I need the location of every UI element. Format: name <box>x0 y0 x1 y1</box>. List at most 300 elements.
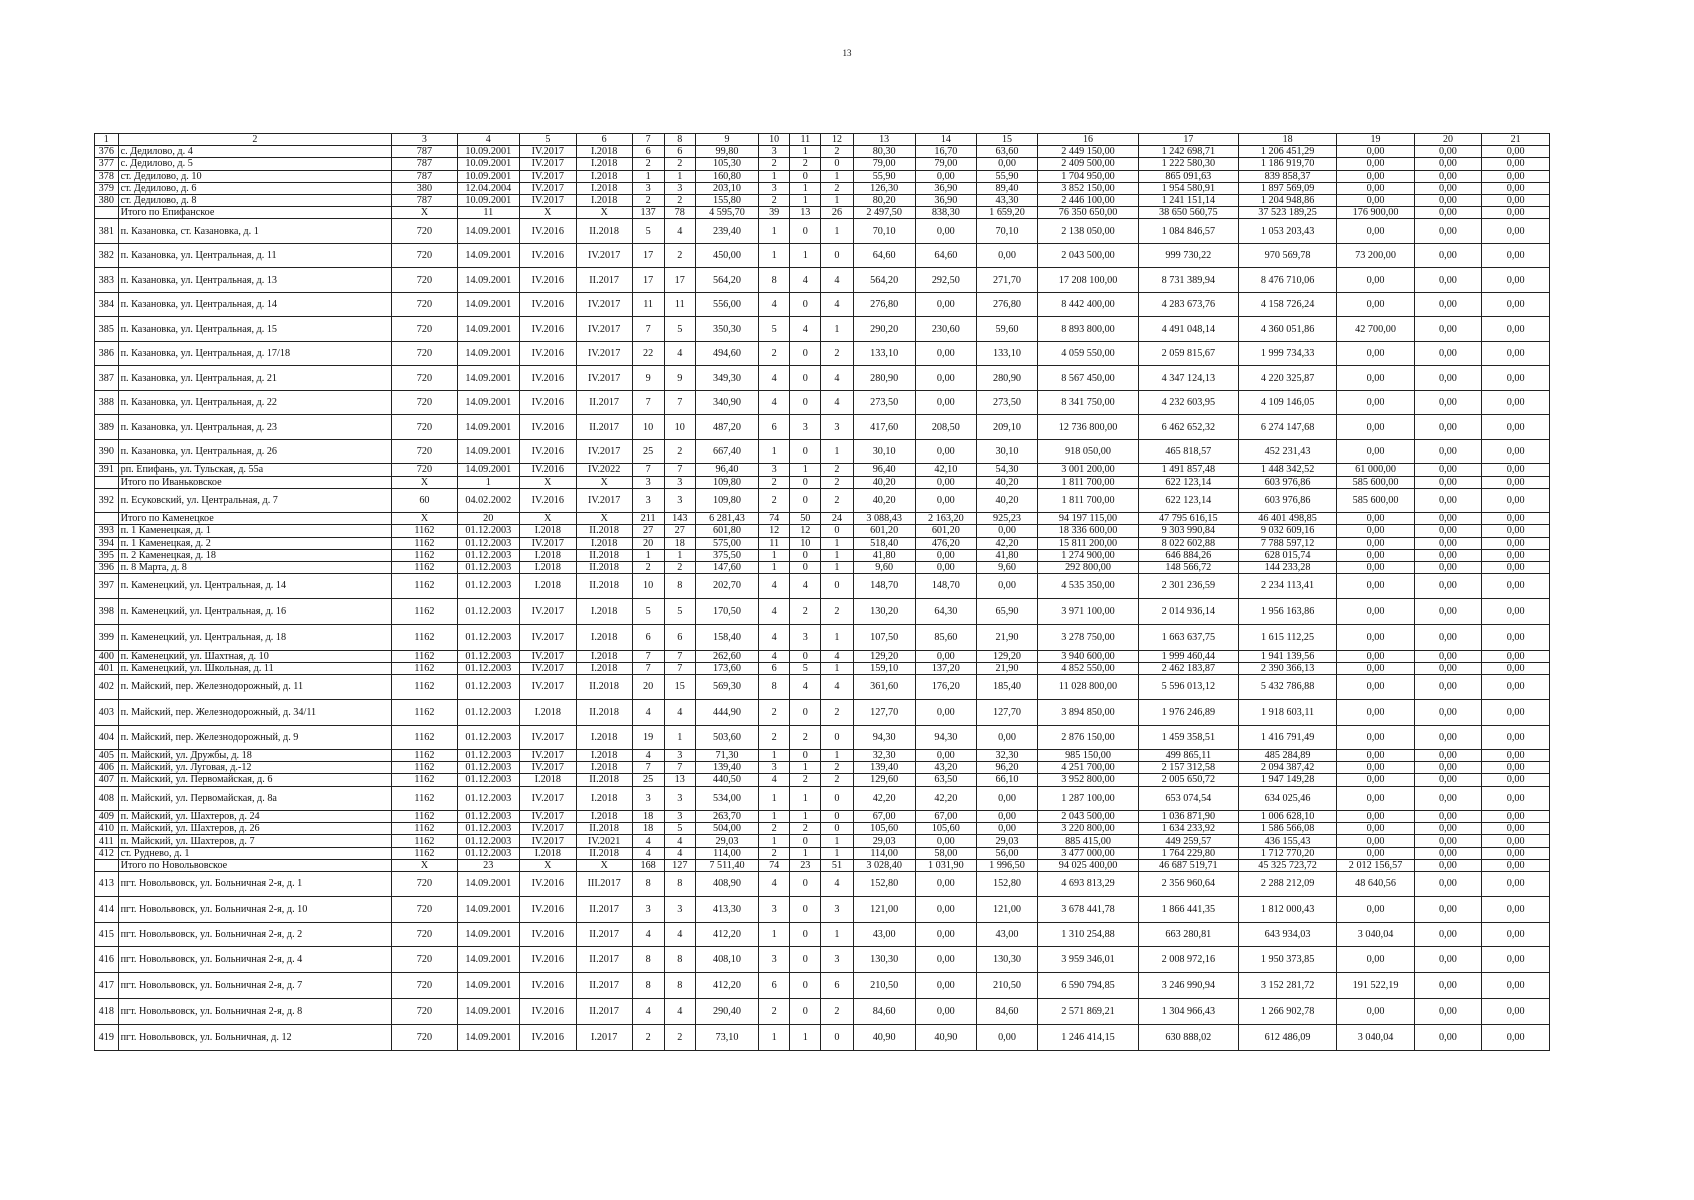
table-cell: 107,50 <box>853 624 915 650</box>
table-cell: 0,00 <box>915 561 976 573</box>
table-cell: 0,00 <box>1414 835 1482 847</box>
table-cell: 76 350 650,00 <box>1038 207 1139 219</box>
table-cell: 985 150,00 <box>1038 750 1139 762</box>
table-cell: 127,70 <box>976 699 1037 725</box>
table-cell: 17 <box>632 268 664 293</box>
table-cell: 0 <box>821 811 853 823</box>
table-cell: 601,20 <box>915 525 976 537</box>
table-cell: 4 <box>821 366 853 391</box>
table-cell: 487,20 <box>695 415 758 440</box>
table-cell: 720 <box>392 366 457 391</box>
table-cell: 720 <box>392 439 457 464</box>
table-cell: 0,00 <box>1414 549 1482 561</box>
table-cell: 397 <box>95 574 119 599</box>
table-cell: 0,00 <box>915 476 976 488</box>
table-cell: 4 <box>632 999 664 1025</box>
table-cell: 8 <box>759 268 790 293</box>
table-cell: 1 <box>790 182 821 194</box>
table-cell: 2 571 869,21 <box>1038 999 1139 1025</box>
table-cell: 0,00 <box>1414 219 1482 244</box>
table-cell: 4 <box>790 317 821 342</box>
table-cell: 105,60 <box>853 823 915 835</box>
table-cell: 0,00 <box>1414 650 1482 662</box>
table-cell: 11 <box>759 537 790 549</box>
table-cell: 411 <box>95 835 119 847</box>
table-cell: 503,60 <box>695 725 758 750</box>
subtotal-row <box>95 859 1550 871</box>
table-cell: IV.2022 <box>576 464 632 476</box>
table-cell: 720 <box>392 268 457 293</box>
table-cell: 0,00 <box>1337 561 1414 573</box>
table-cell: 5 <box>664 823 695 835</box>
table-cell: 375,50 <box>695 549 758 561</box>
table-cell: 1 <box>759 750 790 762</box>
table-cell: 0,00 <box>1337 525 1414 537</box>
table-cell: 3 040,04 <box>1337 922 1414 947</box>
table-cell: 0,00 <box>976 786 1037 811</box>
table-cell: X <box>519 513 576 525</box>
table-cell: 0,00 <box>915 341 976 366</box>
table-row <box>95 219 1550 244</box>
column-number-header <box>95 134 1550 146</box>
table-cell: 4 <box>632 847 664 859</box>
table-cell: 0,00 <box>1337 774 1414 786</box>
table-cell: 04.02.2002 <box>457 488 519 513</box>
table-cell: X <box>576 859 632 871</box>
column-header-3: 3 <box>392 134 457 146</box>
table-cell: 0,00 <box>915 999 976 1025</box>
table-cell: 56,00 <box>976 847 1037 859</box>
table-cell: I.2018 <box>576 662 632 674</box>
address-cell: пгт. Новольвовск, ул. Больничная 2-я, д. 4 <box>118 947 392 973</box>
table-cell: 1 304 966,43 <box>1138 999 1238 1025</box>
table-cell: 585 600,00 <box>1337 476 1414 488</box>
table-cell: II.2018 <box>576 699 632 725</box>
table-cell: 1 <box>790 464 821 476</box>
table-row <box>95 464 1550 476</box>
table-cell: IV.2017 <box>576 292 632 317</box>
table-cell: 2 <box>664 158 695 170</box>
table-cell: 0 <box>790 999 821 1025</box>
table-cell: IV.2017 <box>576 366 632 391</box>
table-cell: 0,00 <box>1482 859 1550 871</box>
table-cell: 61 000,00 <box>1337 464 1414 476</box>
register-table <box>94 133 1550 1051</box>
table-cell: 2 <box>821 762 853 774</box>
table-cell: 0 <box>821 525 853 537</box>
table-cell: 1 448 342,52 <box>1238 464 1337 476</box>
table-cell: 1 <box>821 219 853 244</box>
table-cell: 29,03 <box>976 835 1037 847</box>
table-cell: 839 858,37 <box>1238 170 1337 182</box>
table-cell: 0,00 <box>1482 243 1550 268</box>
table-cell: 0,00 <box>915 366 976 391</box>
table-cell: 393 <box>95 525 119 537</box>
table-cell: 0 <box>821 823 853 835</box>
table-cell: 1 <box>821 439 853 464</box>
address-cell: п. Майский, ул. Первомайская, д. 6 <box>118 774 392 786</box>
table-cell: 1 222 580,30 <box>1138 158 1238 170</box>
table-cell: 0,00 <box>1414 811 1482 823</box>
table-cell: 0,00 <box>1337 699 1414 725</box>
table-cell: 408,10 <box>695 947 758 973</box>
table-cell: IV.2016 <box>519 973 576 999</box>
table-cell: 2 014 936,14 <box>1138 598 1238 624</box>
table-cell: 0 <box>790 561 821 573</box>
table-cell <box>95 207 119 219</box>
table-row <box>95 811 1550 823</box>
table-cell: 129,60 <box>853 774 915 786</box>
table-cell: 630 888,02 <box>1138 1025 1238 1051</box>
table-cell: 40,90 <box>853 1025 915 1051</box>
table-cell: II.2017 <box>576 896 632 922</box>
column-header-12: 12 <box>821 134 853 146</box>
table-cell: 1 866 441,35 <box>1138 896 1238 922</box>
table-cell: 0,00 <box>1482 525 1550 537</box>
table-cell: 12 736 800,00 <box>1038 415 1139 440</box>
table-cell: 381 <box>95 219 119 244</box>
table-cell: 2 005 650,72 <box>1138 774 1238 786</box>
table-row <box>95 973 1550 999</box>
table-cell: 399 <box>95 624 119 650</box>
table-row <box>95 341 1550 366</box>
table-cell: 4 232 603,95 <box>1138 390 1238 415</box>
table-cell: 01.12.2003 <box>457 549 519 561</box>
table-cell: 40,20 <box>976 488 1037 513</box>
table-cell: 14.09.2001 <box>457 415 519 440</box>
table-cell: 3 <box>664 488 695 513</box>
table-cell: X <box>576 207 632 219</box>
table-cell: 78 <box>664 207 695 219</box>
table-cell: 96,40 <box>695 464 758 476</box>
table-cell: 720 <box>392 243 457 268</box>
table-cell: 3 <box>759 464 790 476</box>
address-cell: п. Казановка, ул. Центральная, д. 15 <box>118 317 392 342</box>
table-cell: 0,00 <box>1482 194 1550 206</box>
table-cell: 0,00 <box>1337 835 1414 847</box>
table-cell: 0,00 <box>1337 537 1414 549</box>
table-cell: IV.2017 <box>519 786 576 811</box>
table-cell: 4 <box>759 574 790 599</box>
table-cell: 1 950 373,85 <box>1238 947 1337 973</box>
table-cell: 3 <box>664 750 695 762</box>
table-cell: 0,00 <box>976 158 1037 170</box>
table-cell: 0,00 <box>1414 182 1482 194</box>
table-cell: 1 <box>759 170 790 182</box>
table-cell: 1 266 902,78 <box>1238 999 1337 1025</box>
table-cell: 0,00 <box>1414 207 1482 219</box>
table-cell: I.2018 <box>519 847 576 859</box>
table-cell: 5 <box>632 598 664 624</box>
table-cell: 8 567 450,00 <box>1038 366 1139 391</box>
table-cell: 2 <box>821 488 853 513</box>
table-cell: 0 <box>790 390 821 415</box>
table-cell: 1 006 628,10 <box>1238 811 1337 823</box>
table-cell: 14.09.2001 <box>457 1025 519 1051</box>
table-cell: 23 <box>790 859 821 871</box>
table-cell: 1 <box>759 549 790 561</box>
table-cell: I.2018 <box>576 170 632 182</box>
table-cell: 133,10 <box>976 341 1037 366</box>
table-cell: I.2018 <box>576 762 632 774</box>
table-row <box>95 170 1550 182</box>
table-cell: 5 <box>664 598 695 624</box>
table-cell: 6 <box>664 624 695 650</box>
table-row <box>95 268 1550 293</box>
table-cell: 0 <box>790 476 821 488</box>
table-cell: 1162 <box>392 699 457 725</box>
table-cell: 0,00 <box>1482 598 1550 624</box>
table-cell: 2 301 236,59 <box>1138 574 1238 599</box>
table-cell: 0,00 <box>1482 811 1550 823</box>
table-cell: 14.09.2001 <box>457 922 519 947</box>
table-cell: 384 <box>95 292 119 317</box>
table-cell: 0,00 <box>1414 476 1482 488</box>
table-cell: 0,00 <box>1482 835 1550 847</box>
table-cell: 0,00 <box>1414 859 1482 871</box>
table-cell: 01.12.2003 <box>457 662 519 674</box>
table-cell: 14.09.2001 <box>457 219 519 244</box>
table-cell: 230,60 <box>915 317 976 342</box>
table-cell: 01.12.2003 <box>457 598 519 624</box>
table-cell: 1 053 203,43 <box>1238 219 1337 244</box>
table-cell: 129,20 <box>976 650 1037 662</box>
table-cell: 0,00 <box>976 574 1037 599</box>
table-cell: 2 <box>632 194 664 206</box>
table-cell: 3 852 150,00 <box>1038 182 1139 194</box>
table-cell: 401 <box>95 662 119 674</box>
table-cell: 47 795 616,15 <box>1138 513 1238 525</box>
table-cell: 14.09.2001 <box>457 896 519 922</box>
table-row <box>95 786 1550 811</box>
table-cell: 7 <box>632 650 664 662</box>
table-cell: IV.2016 <box>519 488 576 513</box>
table-cell: 0,00 <box>1482 762 1550 774</box>
table-cell: 137,20 <box>915 662 976 674</box>
table-cell: 0,00 <box>1414 243 1482 268</box>
table-cell: 6 <box>664 146 695 158</box>
table-cell: 0,00 <box>1414 513 1482 525</box>
table-cell: 622 123,14 <box>1138 488 1238 513</box>
table-cell: 0,00 <box>1414 762 1482 774</box>
column-header-18: 18 <box>1238 134 1337 146</box>
table-cell: 8 <box>664 973 695 999</box>
table-cell: 408 <box>95 786 119 811</box>
table-cell: 2 <box>821 146 853 158</box>
table-cell: 25 <box>632 439 664 464</box>
table-cell: 176,20 <box>915 675 976 700</box>
table-cell: 0,00 <box>1337 725 1414 750</box>
table-cell: 653 074,54 <box>1138 786 1238 811</box>
table-cell: 32,30 <box>976 750 1037 762</box>
table-cell: X <box>392 207 457 219</box>
table-cell: 1 811 700,00 <box>1038 488 1139 513</box>
table-cell: 1162 <box>392 561 457 573</box>
table-cell: 1 <box>790 811 821 823</box>
table-cell: I.2018 <box>519 525 576 537</box>
table-cell: 9,60 <box>853 561 915 573</box>
table-cell: 4 491 048,14 <box>1138 317 1238 342</box>
table-cell: 0,00 <box>1337 847 1414 859</box>
table-cell: 0,00 <box>1482 268 1550 293</box>
table-cell: 1162 <box>392 835 457 847</box>
table-cell: 8 <box>632 872 664 897</box>
table-cell: 2 059 815,67 <box>1138 341 1238 366</box>
table-cell: 0 <box>790 699 821 725</box>
table-cell: 518,40 <box>853 537 915 549</box>
table-cell: 0,00 <box>1414 896 1482 922</box>
table-cell: 0,00 <box>915 835 976 847</box>
table-cell: IV.2016 <box>519 292 576 317</box>
table-cell: 1 <box>759 922 790 947</box>
table-cell: 2 390 366,13 <box>1238 662 1337 674</box>
table-cell: 413 <box>95 872 119 897</box>
table-cell: 2 <box>790 158 821 170</box>
table-cell: IV.2017 <box>519 624 576 650</box>
table-row <box>95 762 1550 774</box>
table-cell: 3 <box>759 947 790 973</box>
table-cell: 0,00 <box>1414 750 1482 762</box>
table-cell: 787 <box>392 158 457 170</box>
table-cell: 0 <box>821 574 853 599</box>
table-cell: 0,00 <box>1414 415 1482 440</box>
table-cell: 838,30 <box>915 207 976 219</box>
table-cell: 173,60 <box>695 662 758 674</box>
table-cell: 3 <box>759 762 790 774</box>
table-cell: 42,10 <box>915 464 976 476</box>
table-cell: X <box>576 513 632 525</box>
table-cell: 485 284,89 <box>1238 750 1337 762</box>
table-cell: 1162 <box>392 662 457 674</box>
table-cell: 1 <box>821 835 853 847</box>
table-cell: 4 <box>790 675 821 700</box>
table-cell: 0,00 <box>1482 182 1550 194</box>
table-cell: 0,00 <box>1337 268 1414 293</box>
address-cell: п. Казановка, ул. Центральная, д. 14 <box>118 292 392 317</box>
table-cell: 1 <box>790 1025 821 1051</box>
table-cell: 3 088,43 <box>853 513 915 525</box>
table-cell: 1 <box>790 194 821 206</box>
table-cell: 0,00 <box>1337 292 1414 317</box>
table-row <box>95 847 1550 859</box>
table-cell: I.2018 <box>519 561 576 573</box>
table-cell: 292 800,00 <box>1038 561 1139 573</box>
table-cell: 412,20 <box>695 922 758 947</box>
table-cell: 2 <box>759 341 790 366</box>
table-cell: 0,00 <box>1414 922 1482 947</box>
table-cell: II.2017 <box>576 268 632 293</box>
table-cell: 3 894 850,00 <box>1038 699 1139 725</box>
table-cell: 2 012 156,57 <box>1337 859 1414 871</box>
table-cell: 1162 <box>392 786 457 811</box>
table-cell: 0 <box>821 725 853 750</box>
table-cell: 0,00 <box>1414 146 1482 158</box>
table-cell: 01.12.2003 <box>457 786 519 811</box>
table-cell: 405 <box>95 750 119 762</box>
column-header-7: 7 <box>632 134 664 146</box>
table-cell: 4 <box>790 268 821 293</box>
table-cell: 0,00 <box>1482 341 1550 366</box>
table-cell: I.2018 <box>576 194 632 206</box>
column-header-8: 8 <box>664 134 695 146</box>
table-cell: 0,00 <box>1414 158 1482 170</box>
table-cell: 01.12.2003 <box>457 750 519 762</box>
table-cell: 1 242 698,71 <box>1138 146 1238 158</box>
table-cell: I.2018 <box>519 774 576 786</box>
table-cell: 1 897 569,09 <box>1238 182 1337 194</box>
address-cell: п. Казановка, ул. Центральная, д. 22 <box>118 390 392 415</box>
table-cell: 20 <box>632 675 664 700</box>
table-cell: 14.09.2001 <box>457 439 519 464</box>
table-cell: 43,30 <box>976 194 1037 206</box>
address-cell: п. Майский, пер. Железнодорожный, д. 9 <box>118 725 392 750</box>
address-cell: п. Каменецкий, ул. Центральная, д. 16 <box>118 598 392 624</box>
table-cell: 1 <box>821 624 853 650</box>
table-cell: 2 234 113,41 <box>1238 574 1337 599</box>
table-cell: 2 138 050,00 <box>1038 219 1139 244</box>
table-cell: 01.12.2003 <box>457 561 519 573</box>
table-cell: IV.2017 <box>519 158 576 170</box>
table-cell: 417 <box>95 973 119 999</box>
table-cell: 0,00 <box>1337 439 1414 464</box>
table-cell: 612 486,09 <box>1238 1025 1337 1051</box>
table-cell: 15 <box>664 675 695 700</box>
table-cell: 0,00 <box>1337 823 1414 835</box>
table-cell: 85,60 <box>915 624 976 650</box>
table-cell: 1 659,20 <box>976 207 1037 219</box>
table-cell: 0,00 <box>1337 650 1414 662</box>
table-cell: 65,90 <box>976 598 1037 624</box>
table-cell: 1162 <box>392 537 457 549</box>
table-row <box>95 872 1550 897</box>
table-cell: IV.2017 <box>519 650 576 662</box>
address-cell: пгт. Новольвовск, ул. Больничная, д. 12 <box>118 1025 392 1051</box>
table-cell: 2 <box>632 561 664 573</box>
table-cell: 159,10 <box>853 662 915 674</box>
table-cell: 0,00 <box>1482 823 1550 835</box>
page-number: 13 <box>842 48 852 58</box>
table-cell: 0,00 <box>1337 811 1414 823</box>
table-cell: 36,90 <box>915 194 976 206</box>
table-cell: 0,00 <box>1482 158 1550 170</box>
table-cell: 01.12.2003 <box>457 725 519 750</box>
table-cell: 0,00 <box>1414 561 1482 573</box>
table-cell: 59,60 <box>976 317 1037 342</box>
table-cell: 1 <box>821 170 853 182</box>
table-cell: 202,70 <box>695 574 758 599</box>
table-cell: 126,30 <box>853 182 915 194</box>
table-cell: 0 <box>790 947 821 973</box>
table-cell: 3 <box>759 896 790 922</box>
table-cell: 0,00 <box>1482 549 1550 561</box>
table-cell: I.2018 <box>576 725 632 750</box>
table-cell: 14.09.2001 <box>457 292 519 317</box>
address-cell: ст. Дедилово, д. 8 <box>118 194 392 206</box>
table-cell: 3 <box>821 415 853 440</box>
address-cell: п. Майский, ул. Шахтеров, д. 26 <box>118 823 392 835</box>
table-cell: 4 360 051,86 <box>1238 317 1337 342</box>
table-cell: 417,60 <box>853 415 915 440</box>
subtotal-row <box>95 207 1550 219</box>
table-cell: 2 043 500,00 <box>1038 243 1139 268</box>
table-cell: 10.09.2001 <box>457 146 519 158</box>
table-cell: IV.2016 <box>519 464 576 476</box>
table-cell: 720 <box>392 947 457 973</box>
table-cell: 787 <box>392 170 457 182</box>
table-cell: 569,30 <box>695 675 758 700</box>
table-cell: I.2018 <box>576 650 632 662</box>
table-cell: 389 <box>95 415 119 440</box>
